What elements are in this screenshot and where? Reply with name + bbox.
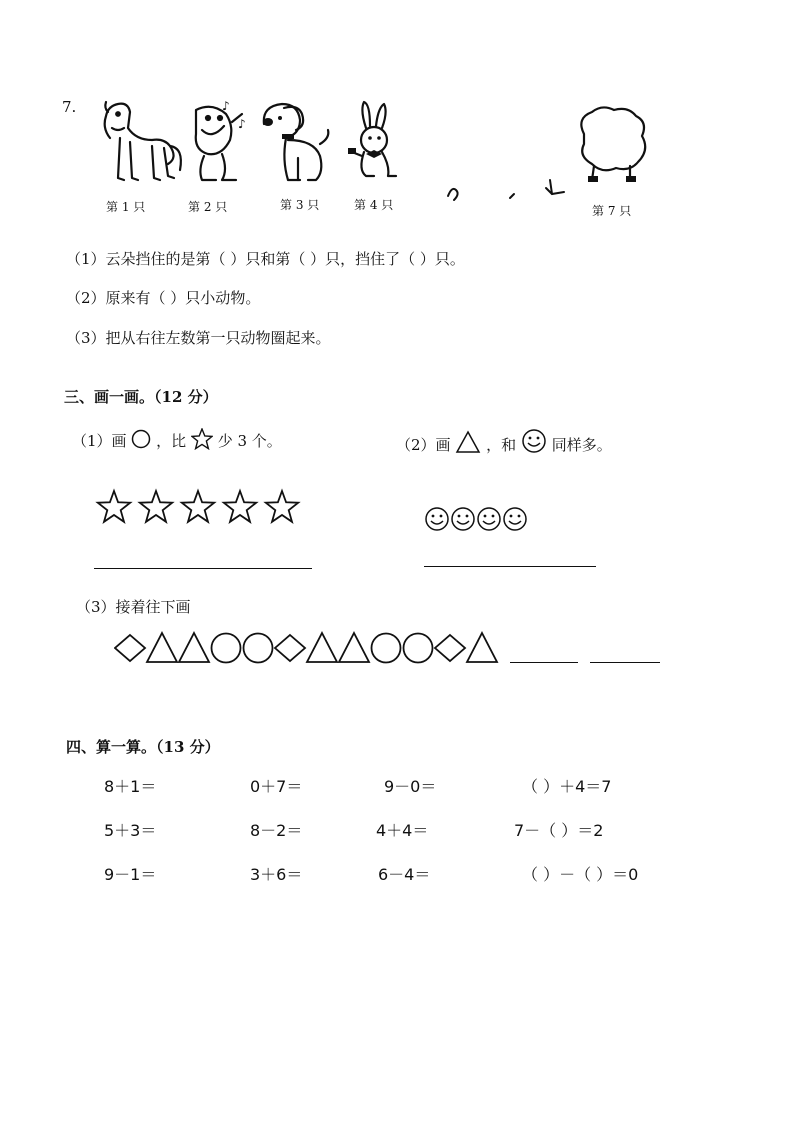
triangle-icon: [307, 633, 337, 662]
circle-icon: [372, 634, 401, 663]
answer-line[interactable]: [424, 566, 596, 567]
calc-item: （ ）－（ ）＝0: [522, 865, 639, 884]
triangle-icon: [455, 430, 481, 454]
calc-item: 7－（ ）＝2: [514, 821, 604, 840]
item-text: 同样多。: [551, 436, 612, 454]
triangle-icon: [467, 633, 497, 662]
star-icon: [266, 491, 298, 522]
star-row: [94, 488, 304, 528]
smiley-icon: [521, 428, 547, 454]
star-icon: [191, 428, 213, 450]
star-icon: [182, 491, 214, 522]
answer-line[interactable]: [94, 568, 312, 569]
calc-item: 9－0＝: [384, 777, 437, 796]
star-icon: [98, 491, 130, 522]
smiley-row: [424, 504, 534, 534]
answer-line[interactable]: [510, 662, 578, 663]
question-item: （3）把从右往左数第一只动物圈起来。: [66, 329, 331, 347]
animal-label: 第 2 只: [188, 200, 228, 214]
diamond-icon: [275, 635, 305, 661]
smiley-icon: [478, 508, 500, 530]
diamond-icon: [115, 635, 145, 661]
cloud-icon: [440, 176, 580, 206]
calc-item: 6－4＝: [378, 865, 431, 884]
circle-icon: [404, 634, 433, 663]
item-text: （1）画: [72, 432, 127, 450]
animal-label: 第 7 只: [592, 204, 632, 218]
calc-item: 3＋6＝: [250, 865, 303, 884]
rabbit-icon: [346, 100, 406, 186]
item-text: ，比: [156, 432, 187, 450]
animal-label: 第 3 只: [280, 198, 320, 212]
shape-pattern: [114, 630, 506, 666]
triangle-icon: [179, 633, 209, 662]
item-text: 少 3 个。: [217, 432, 282, 450]
calc-item: 4＋4＝: [376, 821, 429, 840]
dog-icon: [258, 100, 334, 188]
animal-label: 第 4 只: [354, 198, 394, 212]
svg-text:♪: ♪: [222, 100, 230, 113]
question-number: 7.: [62, 98, 77, 116]
circle-icon: [131, 428, 151, 450]
section-heading: 四、算一算。（13 分）: [66, 738, 220, 756]
section-heading: 三、画一画。（12 分）: [64, 388, 218, 406]
item-text: （2）画: [396, 436, 451, 454]
svg-text:♪: ♪: [238, 117, 246, 131]
calc-item: 9－1＝: [104, 865, 157, 884]
horse-icon: [98, 98, 184, 188]
calc-item: 8＋1＝: [104, 777, 157, 796]
sheep-icon: [572, 104, 652, 188]
star-icon: [140, 491, 172, 522]
triangle-icon: [147, 633, 177, 662]
smiley-icon: [452, 508, 474, 530]
animal-label: 第 1 只: [106, 200, 146, 214]
draw-item-1: [72, 428, 282, 451]
calc-item: （ ）＋4＝7: [522, 777, 612, 796]
circle-icon: [212, 634, 241, 663]
item-text: ，和: [486, 436, 517, 454]
triangle-icon: [339, 633, 369, 662]
smiley-icon: [426, 508, 448, 530]
circle-icon: [244, 634, 273, 663]
question-item: （1）云朵挡住的是第（ ）只和第（ ）只，挡住了（ ）只。: [66, 250, 465, 268]
star-icon: [224, 491, 256, 522]
frog-icon: [182, 100, 252, 188]
calc-item: 0＋7＝: [250, 777, 303, 796]
calc-item: 5＋3＝: [104, 821, 157, 840]
draw-item-2: [396, 428, 612, 455]
diamond-icon: [435, 635, 465, 661]
draw-item-3: （3）接着往下画: [76, 598, 191, 616]
smiley-icon: [504, 508, 526, 530]
answer-line[interactable]: [590, 662, 660, 663]
calc-item: 8－2＝: [250, 821, 303, 840]
question-item: （2）原来有（ ）只小动物。: [66, 289, 261, 307]
